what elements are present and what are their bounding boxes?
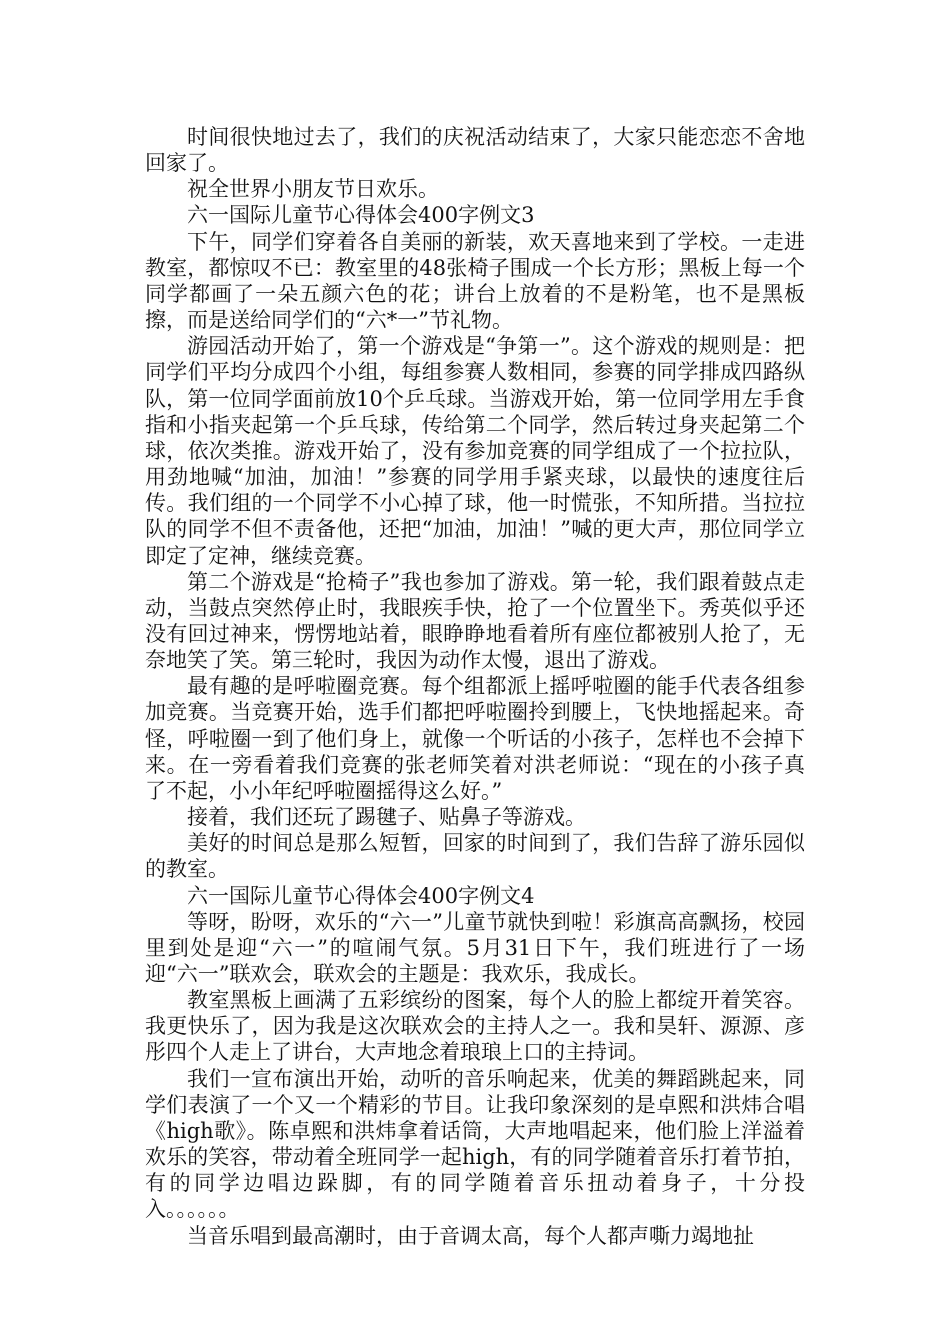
paragraph: 下午，同学们穿着各自美丽的新装，欢天喜地来到了学校。一走进教室，都惊叹不已：教室里的48张椅子围成一个长方形；黑板上每一个同学都画了一朵五颜六色的花；讲台上放着的不是粉笔，也不是黑板擦，而是送给同学们的“六*一”节礼物。 [145, 229, 805, 333]
paragraph: 等呀，盼呀，欢乐的“六一”儿童节就快到啦！彩旗高高飘扬，校园里到处是迎“六一”的喧闹气氛。5月31日下午，我们班进行了一场迎“六一”联欢会，联欢会的主题是：我欢乐，我成长。 [145, 909, 805, 986]
paragraph: 游园活动开始了，第一个游戏是“争第一”。这个游戏的规则是：把同学们平均分成四个小组，每组参赛人数相同，参赛的同学排成四路纵队，第一位同学面前放10个乒乓球。当游戏开始，第一位同学用左手食指和小指夹起第一个乒乓球，传给第二个同学，然后转过身夹起第二个球，依次类推。游戏开始了，没有参加竞赛的同学组成了一个拉拉队，用劲地喊“加油，加油！”参赛的同学用手紧夹球，以最快的速度往后传。我们组的一个同学不小心掉了球，他一时慌张，不知所措。当拉拉队的同学不但不责备他，还把“加油，加油！”喊的更大声，那位同学立即定了定神，继续竞赛。 [145, 334, 805, 568]
paragraph: 美好的时间总是那么短暂，回家的时间到了，我们告辞了游乐园似的教室。 [145, 831, 805, 882]
section-heading: 六一国际儿童节心得体会400字例文3 [187, 203, 535, 228]
paragraph: 教室黑板上画满了五彩缤纷的图案，每个人的脸上都绽开着笑容。我更快乐了，因为我是这次联欢会的主持人之一。我和昊轩、源源、彦彤四个人走上了讲台，大声地念着琅琅上口的主持词。 [145, 988, 805, 1065]
paragraph: 祝全世界小朋友节日欢乐。 [187, 177, 439, 202]
paragraph: 时间很快地过去了，我们的庆祝活动结束了，大家只能恋恋不舍地回家了。 [145, 125, 805, 176]
paragraph: 我们一宣布演出开始，动听的音乐响起来，优美的舞蹈跳起来，同学们表演了一个又一个精彩的节目。让我印象深刻的是卓熙和洪炜合唱《high歌》。陈卓熙和洪炜拿着话筒，大声地唱起来，他们脸上洋溢着欢乐的笑容，带动着全班同学一起high，有的同学随着音乐打着节拍，有的同学边唱边跺脚，有的同学随着音乐扭动着身子，十分投入。。。。。。 [145, 1066, 805, 1222]
paragraph: 第二个游戏是“抢椅子”我也参加了游戏。第一轮，我们跟着鼓点走动，当鼓点突然停止时，我眼疾手快，抢了一个位置坐下。秀英似乎还没有回过神来，愣愣地站着，眼睁睁地看着所有座位都被别人抢了，无奈地笑了笑。第三轮时，我因为动作太慢，退出了游戏。 [145, 569, 805, 673]
paragraph: 最有趣的是呼啦圈竞赛。每个组都派上摇呼啦圈的能手代表各组参加竞赛。当竞赛开始，选手们都把呼啦圈拎到腰上，飞快地摇起来。奇怪，呼啦圈一到了他们身上，就像一个听话的小孩子，怎样也不会掉下来。在一旁看着我们竞赛的张老师笑着对洪老师说：“现在的小孩子真了不起，小小年纪呼啦圈摇得这么好。” [145, 674, 805, 803]
document-page [145, 124, 805, 1249]
paragraph: 当音乐唱到最高潮时，由于音调太高，每个人都声嘶力竭地扯 [187, 1223, 754, 1248]
section-heading: 六一国际儿童节心得体会400字例文4 [187, 883, 535, 908]
paragraph: 接着，我们还玩了踢毽子、贴鼻子等游戏。 [187, 805, 586, 830]
